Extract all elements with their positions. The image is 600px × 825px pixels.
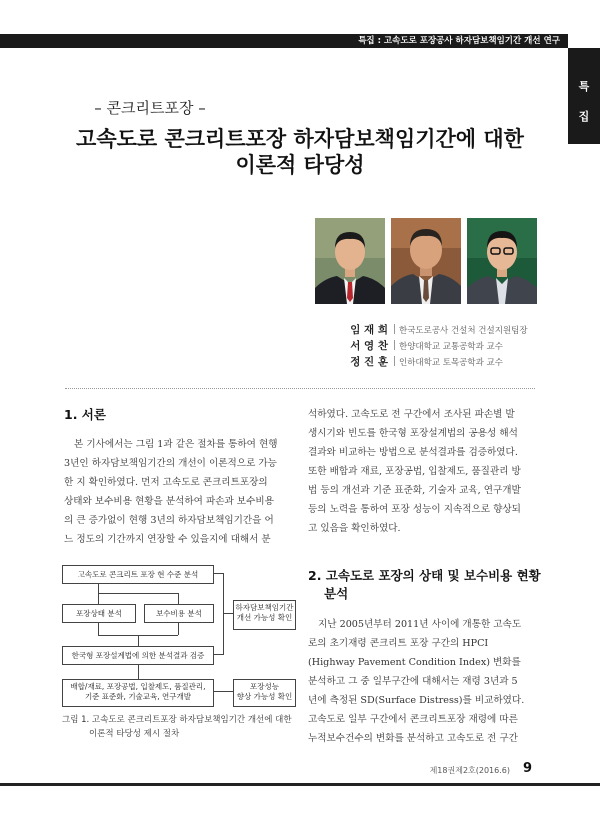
page-number: 9 bbox=[523, 761, 533, 776]
side-tab-char-1: 특 bbox=[578, 80, 590, 93]
body-line: 한 지 확인하였다. 먼저 고속도로 콘크리트포장의 bbox=[64, 477, 268, 488]
flow-connector bbox=[178, 622, 179, 635]
flow-text: 배합/재료, 포장공법, 입찰제도, 품질관리, bbox=[70, 682, 206, 691]
flow-connector bbox=[213, 691, 233, 692]
body-line: 또한 배합과 재료, 포장공법, 입찰제도, 품질관리 방 bbox=[308, 466, 521, 477]
figure-1-caption bbox=[62, 713, 292, 741]
section-label: – 콘크리트포장 – bbox=[94, 99, 206, 117]
flow-connector bbox=[223, 573, 224, 655]
running-header-text: 특집 : 고속도로 포장공사 하자담보책임기간 개선 연구 bbox=[358, 36, 560, 46]
running-header-bar bbox=[0, 34, 568, 48]
flow-box-performance-check bbox=[233, 679, 296, 707]
body-line: 생시기와 빈도를 한국형 포장설계법의 공용성 해석 bbox=[308, 428, 518, 439]
title-line-2: 이론적 타당성 bbox=[235, 153, 365, 177]
body-line: 상태와 보수비용 현황을 분석하여 파손과 보수비용 bbox=[64, 496, 274, 507]
author-name: 서 영 찬 bbox=[350, 340, 388, 352]
flow-text: 포장성능 bbox=[250, 682, 279, 691]
flow-connector bbox=[98, 593, 178, 594]
section-1-body bbox=[64, 435, 278, 549]
flow-connector bbox=[213, 573, 223, 574]
flow-text: 하자담보책임기간 bbox=[235, 603, 294, 612]
author-name: 임 재 희 bbox=[350, 324, 388, 336]
author-row-3 bbox=[330, 354, 503, 370]
author-photo-2 bbox=[391, 218, 461, 304]
flow-text: 기준 표준화, 기술교육, 연구개발 bbox=[84, 692, 192, 701]
flow-connector bbox=[213, 654, 223, 655]
flow-text: 향상 가능성 확인 bbox=[236, 692, 293, 701]
side-tab-char-2: 집 bbox=[578, 110, 590, 123]
body-line: 본 기사에서는 그림 1과 같은 절차를 통하여 현행 bbox=[74, 439, 278, 450]
figure-1-flowchart bbox=[62, 562, 296, 707]
body-line: 결과와 비교하는 방법으로 분석결과를 검증하였다. bbox=[308, 447, 518, 458]
author-affiliation: 한양대학교 교통공학과 교수 bbox=[399, 342, 503, 352]
article-title bbox=[0, 126, 600, 178]
author-row-2 bbox=[330, 338, 503, 354]
footer-bar bbox=[0, 783, 600, 786]
flow-box-cost-analysis: 보수비용 분석 bbox=[144, 604, 214, 623]
body-line: (Highway Pavement Condition Index) 변화를 bbox=[308, 657, 521, 668]
body-line: 법 등의 개선과 기준 표준화, 기술자 교육, 연구개발 bbox=[308, 485, 521, 496]
author-photo-1 bbox=[315, 218, 385, 304]
flow-connector bbox=[98, 593, 99, 604]
author-affiliation: 인하대학교 토목공학과 교수 bbox=[399, 358, 503, 368]
section-1-heading: 1. 서론 bbox=[64, 407, 106, 422]
flow-box-current-analysis: 고속도로 콘크리트 포장 현 수준 분석 bbox=[62, 565, 214, 584]
flow-box-warranty-check bbox=[233, 600, 296, 630]
author-affiliation: 한국도로공사 건설처 건설지원팀장 bbox=[399, 326, 528, 336]
flow-connector bbox=[178, 593, 179, 604]
flow-box-condition-analysis: 포장상태 분석 bbox=[62, 604, 136, 623]
column-2-continued-body bbox=[308, 405, 521, 538]
flow-box-improvements bbox=[62, 679, 214, 707]
caption-line: 이론적 타당성 제시 절차 bbox=[89, 729, 180, 739]
flow-text: 개선 가능성 확인 bbox=[236, 613, 293, 622]
body-line: 등의 노력을 통하여 포장 성능이 지속적으로 향상되 bbox=[308, 504, 521, 515]
flow-connector bbox=[223, 613, 233, 614]
footer-issue: 제18권제2호(2016.6) bbox=[429, 766, 510, 775]
dotted-divider bbox=[65, 388, 535, 389]
author-name: 정 진 훈 bbox=[350, 356, 388, 368]
author-row-1 bbox=[330, 322, 528, 338]
author-photo-3 bbox=[467, 218, 537, 304]
body-line: 3년인 하자담보책임기간의 개선이 이론적으로 가능 bbox=[64, 458, 277, 469]
body-line: 분석하고 그 중 일부구간에 대해서는 재령 3년과 5 bbox=[308, 676, 518, 687]
flow-connector bbox=[138, 664, 139, 679]
body-line: 지난 2005년부터 2011년 사이에 개통한 고속도 bbox=[318, 619, 522, 630]
body-line: 석하였다. 고속도로 전 구간에서 조사된 파손별 발 bbox=[308, 409, 515, 420]
body-line: 로의 초기재령 콘크리트 포장 구간의 HPCI bbox=[308, 638, 489, 649]
body-line: 고속도로 일부 구간에서 콘크리트포장 재령에 따른 bbox=[308, 714, 518, 725]
body-line: 누적보수건수의 변화를 분석하고 고속도로 전 구간 bbox=[308, 733, 518, 744]
section-2-body bbox=[308, 615, 524, 748]
heading-line: 2. 고속도로 포장의 상태 및 보수비용 현황 bbox=[308, 568, 541, 583]
flow-connector bbox=[98, 583, 99, 593]
body-line: 의 큰 증가없이 현행 3년의 하자담보책임기간을 어 bbox=[64, 515, 274, 526]
flow-connector bbox=[138, 635, 139, 646]
body-line: 느 정도의 기간까지 연장할 수 있을지에 대해서 분 bbox=[64, 534, 271, 545]
caption-line: 그림 1. 고속도로 콘크리트포장 하자담보책임기간 개선에 대한 bbox=[62, 715, 292, 725]
flow-connector bbox=[98, 622, 99, 635]
title-line-1: 고속도로 콘크리트포장 하자담보책임기간에 대한 bbox=[76, 127, 524, 151]
body-line: 고 있음을 확인하였다. bbox=[308, 523, 401, 534]
section-2-heading bbox=[308, 567, 541, 603]
body-line: 년에 측정된 SD(Surface Distress)를 비교하였다. bbox=[308, 695, 525, 706]
flow-box-verification: 한국형 포장설계법에 의한 분석결과 검증 bbox=[62, 646, 214, 665]
heading-line: 분석 bbox=[324, 586, 349, 601]
